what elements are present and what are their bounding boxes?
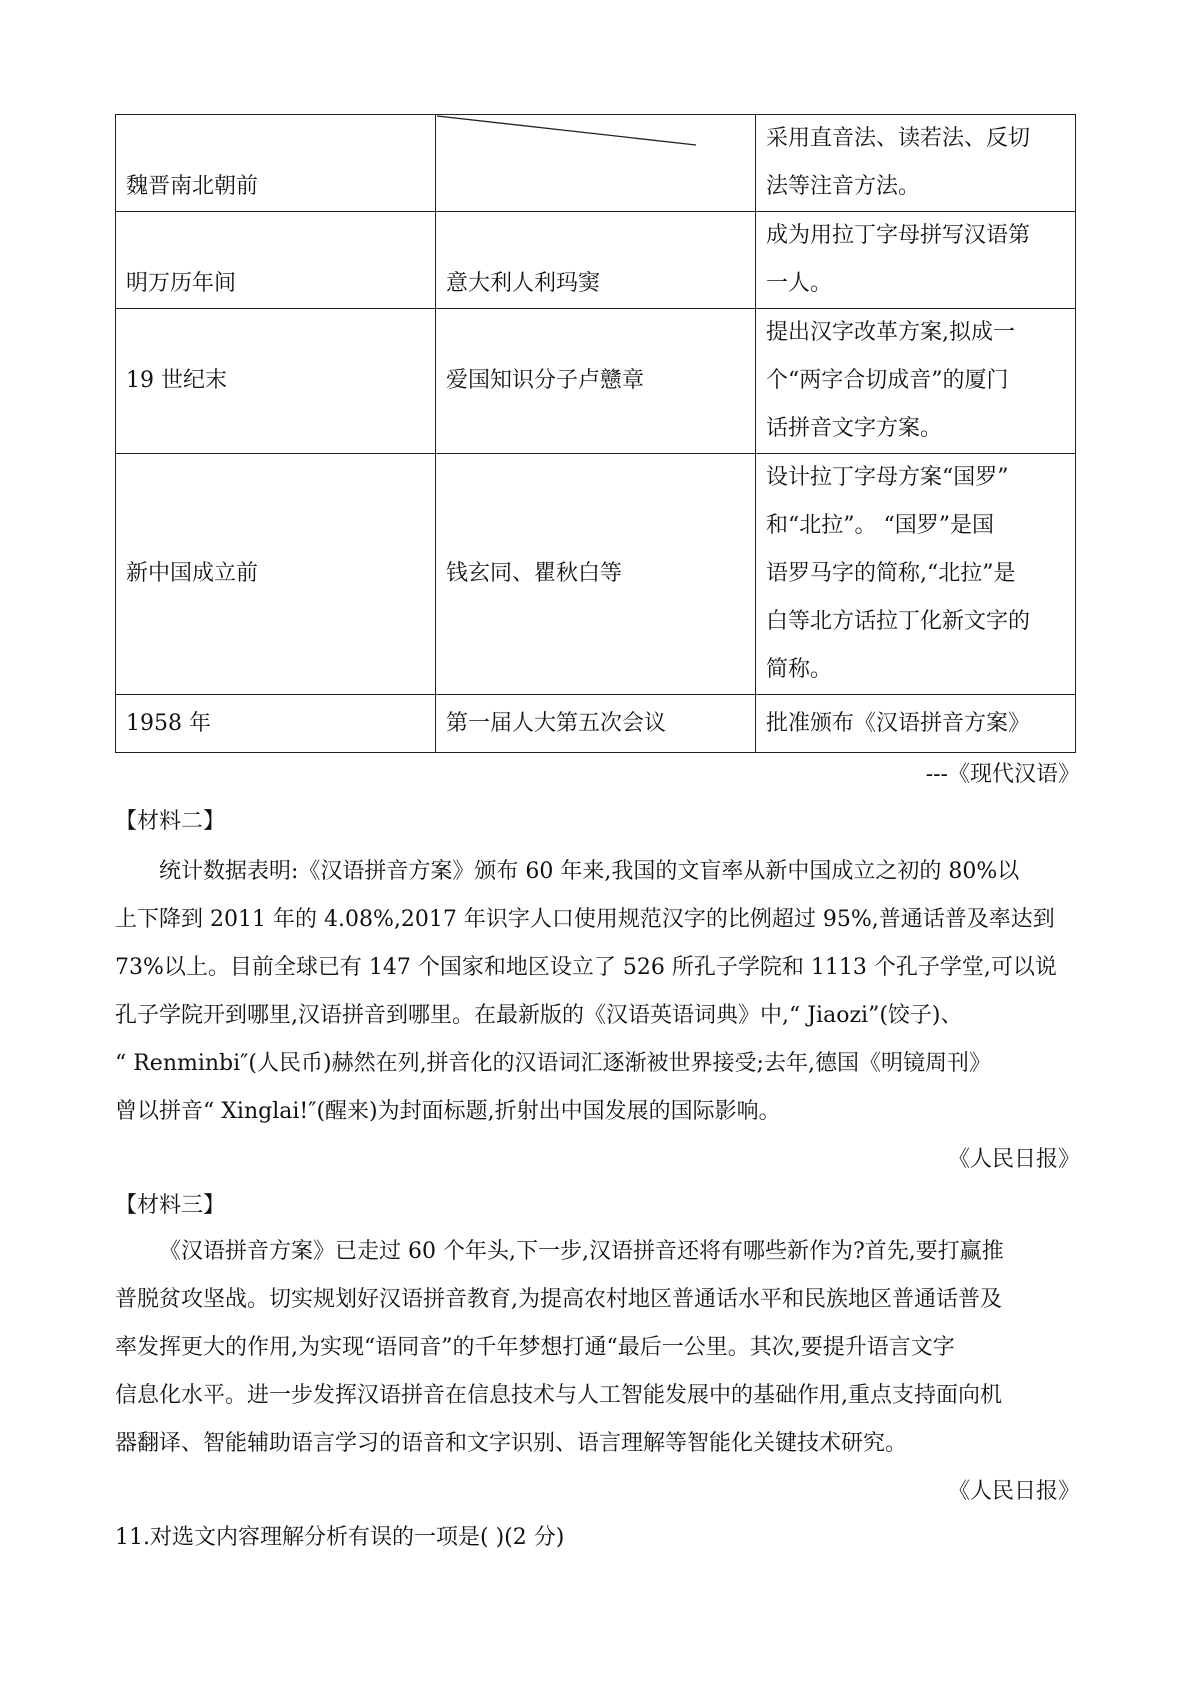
event-line: 成为用拉丁字母拼写汉语第: [766, 223, 1031, 248]
table-source: ---《现代汉语》: [925, 762, 1080, 787]
paragraph-line: 上下降到 2011 年的 4.08%,2017 年识字人口使用规范汉字的比例超过 95%,普通话普及率达到: [115, 907, 1055, 932]
event-cell: [756, 309, 1076, 454]
event-line: 白等北方话拉丁化新文字的: [766, 609, 1031, 634]
material3-heading: 【材料三】: [115, 1193, 226, 1218]
event-line: 一人。: [766, 271, 833, 296]
person-text: 意大利人利玛窦: [446, 271, 601, 296]
material2-source: 《人民日报》: [947, 1147, 1080, 1172]
period-cell: [116, 454, 436, 695]
event-cell: [756, 212, 1076, 309]
table-row: [116, 454, 1076, 695]
paragraph-line: 《汉语拼音方案》已走过 60 个年头,下一步,汉语拼音还将有哪些新作为?首先,要打赢推: [159, 1239, 1004, 1264]
event-cell: [756, 454, 1076, 695]
table-row: [116, 212, 1076, 309]
question-11: 11.对选文内容理解分析有误的一项是( )(2 分): [115, 1525, 565, 1550]
paragraph-line: 信息化水平。进一步发挥汉语拼音在信息技术与人工智能发展中的基础作用,重点支持面向机: [115, 1383, 1002, 1408]
table-row: [116, 115, 1076, 212]
period-text: 1958 年: [126, 710, 211, 736]
period-cell: [116, 212, 436, 309]
event-line: 设计拉丁字母方案“国罗”: [766, 465, 1009, 490]
paragraph-line: 73%以上。目前全球已有 147 个国家和地区设立了 526 所孔子学院和 1113 个孔子学堂,可以说: [115, 955, 1057, 980]
person-text: 爱国知识分子卢戆章: [446, 368, 645, 393]
period-text: 19 世纪末: [126, 368, 227, 393]
person-text: 第一届人大第五次会议: [446, 710, 667, 736]
material2-body: [115, 848, 1080, 1136]
person-cell: [436, 212, 756, 309]
event-line: 话拼音文字方案。: [766, 416, 943, 441]
table-row: [116, 695, 1076, 753]
period-text: 明万历年间: [126, 271, 237, 296]
material3-source: 《人民日报》: [947, 1479, 1080, 1504]
event-line: 个“两字合切成音”的厦门: [766, 368, 1009, 393]
paragraph-line: “ Renminbi″(人民币)赫然在列,拼音化的汉语词汇逐渐被世界接受;去年,德国《明镜周刊》: [115, 1051, 991, 1076]
diagonal-line: [436, 115, 756, 211]
material3-body: [115, 1228, 1080, 1468]
paragraph-line: 器翻译、智能辅助语言学习的语音和文字识别、语言理解等智能化关键技术研究。: [115, 1431, 908, 1456]
event-line: 提出汉字改革方案,拟成一: [766, 320, 1015, 345]
period-cell: [116, 309, 436, 454]
material2-heading: 【材料二】: [115, 809, 226, 834]
person-cell: [436, 454, 756, 695]
event-line: 语罗马字的简称,“北拉”是: [766, 561, 1016, 586]
event-line: 批准颁布《汉语拼音方案》: [766, 710, 1031, 736]
paragraph-line: 率发挥更大的作用,为实现“语同音”的千年梦想打通“最后一公里。其次,要提升语言文字: [115, 1335, 955, 1360]
period-cell: [116, 115, 436, 212]
empty-diagonal-cell: [436, 115, 756, 212]
event-cell: [756, 115, 1076, 212]
paragraph-line: 统计数据表明:《汉语拼音方案》颁布 60 年来,我国的文盲率从新中国成立之初的 80%以: [159, 859, 1020, 884]
event-line: 和“北拉”。 “国罗”是国: [766, 513, 994, 538]
period-cell: [116, 695, 436, 753]
history-table: [115, 114, 1076, 753]
period-text: 魏晋南北朝前: [126, 174, 259, 199]
table-row: [116, 309, 1076, 454]
paragraph-line: 曾以拼音“ Xinglai!″(醒来)为封面标题,折射出中国发展的国际影响。: [115, 1099, 781, 1124]
person-cell: [436, 695, 756, 753]
event-line: 简称。: [766, 657, 833, 682]
event-cell: [756, 695, 1076, 753]
paragraph-line: 孔子学院开到哪里,汉语拼音到哪里。在最新版的《汉语英语词典》中,“ Jiaozi”(饺子)、: [115, 1003, 963, 1028]
person-text: 钱玄同、瞿秋白等: [446, 561, 623, 586]
event-line: 法等注音方法。: [766, 174, 921, 199]
person-cell: [436, 309, 756, 454]
event-line: 采用直音法、读若法、反切: [766, 126, 1031, 151]
paragraph-line: 普脱贫攻坚战。切实规划好汉语拼音教育,为提高农村地区普通话水平和民族地区普通话普及: [115, 1287, 1002, 1312]
period-text: 新中国成立前: [126, 561, 259, 586]
